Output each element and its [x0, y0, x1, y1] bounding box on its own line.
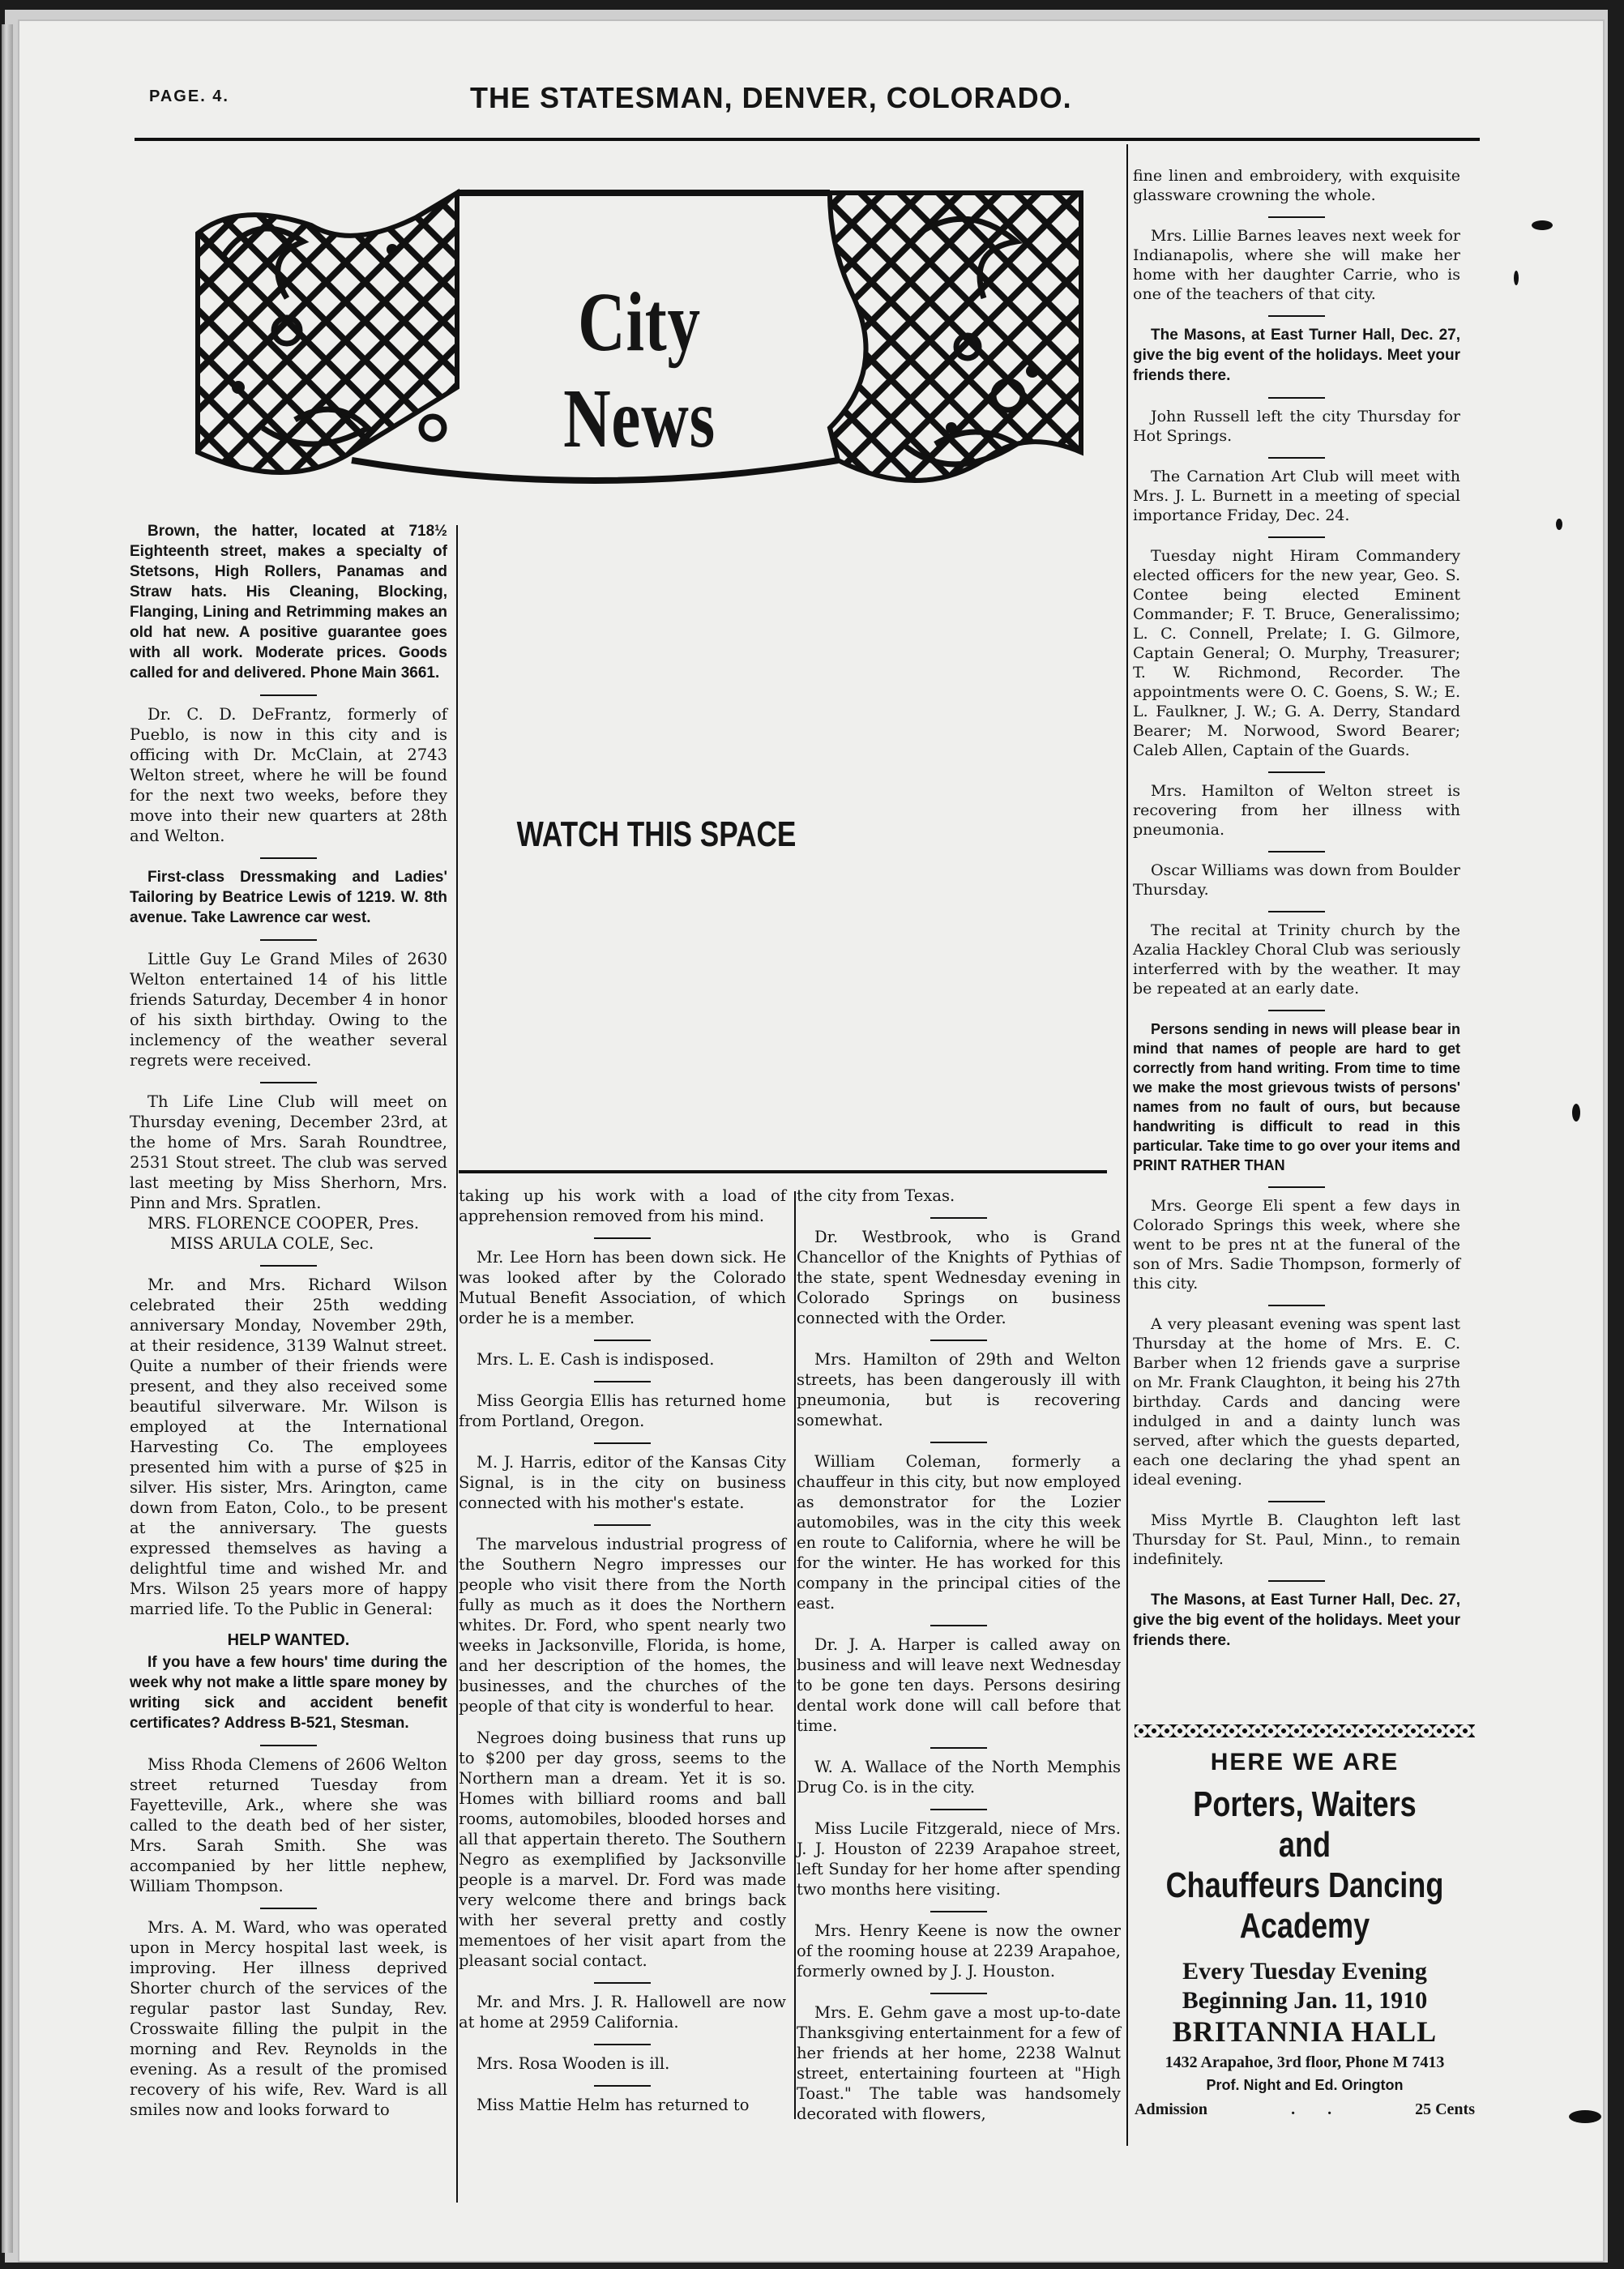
article-continued: fine linen and embroidery, with exquisite glassware crowning the whole. — [1133, 167, 1460, 204]
article: The Carnation Art Club will meet with Mrs. J. L. Burnett in a meeting of special importance Friday, Dec. 24. — [1133, 468, 1460, 524]
article: Th Life Line Club will meet on Thursday evening, December 23rd, at the home of Mrs. Sarah Roundtree, 2531 Stout street. The club was served last meeting by Miss Sherhorn, Mrs. Pinn and Mrs. Spratlen. — [130, 1092, 447, 1212]
article: Miss Mattie Helm has returned to — [477, 2096, 750, 2114]
article: Tuesday night Hiram Commandery elected officers for the new year, Geo. S. Contee being elected Eminent Commander; F. T. Bruce, Generalissimo; L. C. Connell, Prelate; I. G. Gilmore, Captain General; O. Murphy, Treasurer; T. W. Richmond, Recorder. The appointments were O. C. Goens, S. W.; E. L. Faulkner, J. W.; G. A. Derry, Standard Bearer; M. Norwood, Sword Bearer; Caleb Allen, Captain of the Guards. — [1133, 547, 1460, 759]
article: W. A. Wallace of the North Memphis Drug Co. is in the city. — [797, 1758, 1121, 1797]
masthead-title: THE STATESMAN, DENVER, COLORADO. — [470, 81, 1072, 114]
separator — [1268, 315, 1325, 317]
article: Mrs. A. M. Ward, who was operated upon in Mercy hospital last week, is improving. Her illness deprived Shorter church of the services of the regular pastor last Sunday, Rev. Crosswaite filling the pulpit in the morning and Rev. Reynolds in the evening. As a result of the promised recovery of his wife, Rev. Ward is all smiles now and looks forward to — [130, 1918, 447, 2119]
separator — [930, 1993, 987, 1994]
column-3 — [797, 1186, 1121, 2135]
article: Little Guy Le Grand Miles of 2630 Welton entertained 14 of his little friends Saturday, December 4 in honor of his sixth birthday. Owing to the inclemency of the weather several regrets were received. — [130, 950, 447, 1070]
article: Mrs. Henry Keene is now the owner of the rooming house at 2239 Arapahoe, formerly owned by J. J. Houston. — [797, 1921, 1121, 1981]
help-wanted-heading: HELP WANTED. — [227, 1631, 350, 1649]
separator — [594, 2085, 651, 2087]
separator — [1268, 397, 1325, 399]
article: Mrs. George Eli spent a few days in Colorado Springs this week, where she went to be pres nt at the funeral of the son of Mrs. Sadie Thompson, formerly of this city. — [1133, 1197, 1460, 1293]
separator — [594, 1442, 651, 1444]
separator — [1268, 536, 1325, 538]
margin-speck — [1532, 220, 1553, 230]
separator — [1268, 911, 1325, 912]
article: Miss Lucile Fitzgerald, niece of Mrs. J. J. Houston of 2239 Arapahoe street, left Sunday for her home after spending two months here visiting. — [797, 1819, 1121, 1899]
article: John Russell left the city Thursday for Hot Springs. — [1133, 408, 1460, 445]
separator — [260, 1908, 317, 1909]
ad-address: 1432 Arapahoe, 3rd floor, Phone M 7413 — [1165, 2053, 1445, 2071]
article: Miss Rhoda Clemens of 2606 Welton street returned Tuesday from Fayetteville, Ark., where she was called to the death bed of her sister, Mrs. Sarah Smith. She was accompanied by her little nephew, William Thompson. — [130, 1755, 447, 1895]
article: A very pleasant evening was spent last Thursday at the home of Mrs. E. C. Barber when 12 friends gave a surprise on Mr. Frank Claughton, it being his 27th birthday. Cards and dancing were indulged in and a dainty lunch was served, after which the guests departed, each one declaring the yhad spent an ideal evening. — [1133, 1315, 1460, 1489]
ad-title-line: Porters, Waiters and — [1193, 1784, 1417, 1865]
article: Miss Myrtle B. Claughton left last Thursday for St. Paul, Minn., to remain indefinitely. — [1133, 1511, 1460, 1568]
article: Mr. and Mrs. J. R. Hallowell are now at home at 2959 California. — [459, 1993, 786, 2032]
ad-schedule: Every Tuesday Evening — [1182, 1958, 1427, 1985]
column-rule-1 — [456, 525, 458, 2203]
masons-notice: The Masons, at East Turner Hall, Dec. 27, give the big event of the holidays. Meet your friends there. — [1133, 327, 1460, 384]
margin-speck — [1556, 519, 1562, 530]
masons-notice: The Masons, at East Turner Hall, Dec. 27, give the big event of the holidays. Meet your friends there. — [1133, 1592, 1460, 1649]
separator — [260, 939, 317, 941]
help-wanted-ad: If you have a few hours' time during the week why not make a little spare money by writing sick and accident benefit certificates? Address B-521, Stesman. — [130, 1654, 447, 1732]
separator — [1268, 851, 1325, 852]
article: M. J. Harris, editor of the Kansas City Signal, is in the city on business connected with his mother's estate. — [459, 1453, 786, 1512]
margin-speck — [1569, 2110, 1601, 2123]
article-dressmaking-ad: First-class Dressmaking and Ladies' Tailoring by Beatrice Lewis of 1219. W. 8th avenue. Take Lawrence car west. — [130, 869, 447, 926]
article: The recital at Trinity church by the Azalia Hackley Choral Club was seriously interferred with by the weather. It may be repeated at an early date. — [1133, 921, 1460, 998]
article: Mrs. E. Gehm gave a most up-to-date Thanksgiving entertainment for a few of her friends at her home, 2238 Walnut street, entertaining fourteen at "High Toast." The table was handsomely decorated with flowers, — [797, 2003, 1121, 2123]
separator — [1268, 1305, 1325, 1306]
separator — [1268, 1010, 1325, 1011]
watch-this-space: WATCH THIS SPACE — [516, 814, 797, 854]
ornament-border — [1135, 1724, 1475, 1737]
separator — [930, 1217, 987, 1219]
ad-start-date: Beginning Jan. 11, 1910 — [1182, 1987, 1428, 2014]
admission-dots: . . — [1291, 2100, 1332, 2118]
separator — [260, 1265, 317, 1267]
separator — [1268, 457, 1325, 459]
article: Mrs. L. E. Cash is indisposed. — [477, 1350, 715, 1369]
article: Mr. and Mrs. Richard Wilson celebrated their 25th wedding anniversary Monday, November 29th, at their residence, 3139 Walnut street. Quite a number of their friends were present, and they also received some beautiful silverware. Mr. Wilson is employed at the International Harvesting Co. The employees presented him with a purse of $25 in silver. His sister, Mrs. Arington, came down from Eaton, Colo., to be present at the anniversary. The guests expressed themselves as having a delightful time and wished Mr. and Mrs. Wilson 25 years more of happy married life. To the Public in General: — [130, 1276, 447, 1618]
article-continued: the city from Texas. — [797, 1186, 955, 1205]
separator — [594, 1982, 651, 1984]
ad-title-line: Chauffeurs Dancing — [1165, 1865, 1444, 1905]
separator — [930, 1625, 987, 1626]
article: Dr. J. A. Harper is called away on business and will leave next Wednesday to be gone ten days. Persons desiring dental work done will call before that time. — [797, 1635, 1121, 1735]
column-4 — [1133, 166, 1460, 1662]
separator — [594, 1524, 651, 1526]
separator — [930, 1340, 987, 1341]
column-rule-2 — [794, 1191, 796, 2119]
dancing-academy-ad — [1135, 1724, 1475, 2119]
article: Mrs. Rosa Wooden is ill. — [477, 2054, 670, 2073]
article: Mrs. Lillie Barnes leaves next week for Indianapolis, where she will make her home with her daughter Carrie, who is one of the teachers of that city. — [1133, 227, 1460, 303]
editor-notice: Persons sending in news will please bear in mind that names of people are hard to get correctly from hand writing. From time to time we make the most grievous twists of persons' names from no fault of ours, but because handwriting is difficult to read in this particular. Take time to go over your items and PRINT RATHER THAN — [1133, 1021, 1460, 1173]
page-number: PAGE. 4. — [149, 88, 229, 105]
article: Oscar Williams was down from Boulder Thursday. — [1133, 861, 1460, 899]
margin-speck — [1572, 1104, 1580, 1122]
ad-instructors: Prof. Night and Ed. Orington — [1206, 2077, 1404, 2093]
admission-label: Admission — [1135, 2100, 1208, 2118]
separator — [1268, 1580, 1325, 1582]
placeholder-rule — [459, 1170, 1107, 1173]
article: Mrs. Hamilton of Welton street is recovering from her illness with pneumonia. — [1133, 782, 1460, 839]
separator — [1268, 216, 1325, 218]
article: Dr. C. D. DeFrantz, formerly of Pueblo, is now in this city and is officing with Dr. McClain, at 2743 Welton street, where he will be found for the next two weeks, before they move into their new quarters at 28th and Welton. — [130, 705, 447, 845]
separator — [930, 1911, 987, 1912]
banner-title: City News — [563, 276, 716, 465]
ad-admission — [1135, 2100, 1475, 2119]
separator — [594, 1381, 651, 1382]
article: Miss Georgia Ellis has returned home from Portland, Oregon. — [459, 1391, 786, 1430]
separator — [1268, 1501, 1325, 1502]
separator — [594, 1237, 651, 1239]
signature-president: MRS. FLORENCE COOPER, Pres. — [147, 1214, 420, 1233]
separator — [260, 857, 317, 859]
signature-secretary: MISS ARULA COLE, Sec. — [170, 1234, 374, 1253]
separator — [1268, 1186, 1325, 1188]
binding-edge — [2, 24, 13, 2253]
article: Mrs. Hamilton of 29th and Welton streets, has been dangerously ill with pneumonia, but is recovering somewhat. — [797, 1350, 1121, 1429]
article: Negroes doing business that runs up to $200 per day gross, seems to the Northern man a dream. Yet it is so. Homes with billiard rooms and ball rooms, automobiles, blooded horses and all that appertain thereto. The Southern Negro as exemplified by Jacksonville people is a marvel. Dr. Ford was made very welcome there and brings back with her several pretty and costly mementoes of her visit apart from the pleasant social contact. — [459, 1728, 786, 1970]
masthead-rule — [135, 138, 1480, 141]
separator — [260, 1082, 317, 1083]
separator — [930, 1809, 987, 1810]
separator — [260, 694, 317, 696]
separator — [1268, 771, 1325, 773]
column-1 — [130, 521, 447, 2131]
article: William Coleman, formerly a chauffeur in this city, but now employed as demonstrator for the Lozier automobiles, was in the city this week en route to California, where he will be for the winter. He has worked for this company in the principal cities of the east. — [797, 1452, 1121, 1613]
article: Mr. Lee Horn has been down sick. He was looked after by the Colorado Mutual Benefit Association, of which order he is a member. — [459, 1248, 786, 1327]
column-rule-3 — [1126, 144, 1128, 2146]
article-hatter-ad: Brown, the hatter, located at 718½ Eighteenth street, makes a specialty of Stetsons, High Rollers, Panamas and Straw hats. His Cleaning, Blocking, Flanging, Lining and Retrimming makes an old hat new. A positive guarantee goes with all work. Moderate prices. Goods called for and delivered. Phone Main 3661. — [130, 523, 447, 682]
article: Dr. Westbrook, who is Grand Chancellor of the Knights of Pythias of the state, spent Wednesday evening in Colorado Springs on business connected with the Order. — [797, 1228, 1121, 1327]
separator — [594, 1340, 651, 1341]
separator — [930, 1747, 987, 1749]
separator — [594, 2044, 651, 2045]
article: The marvelous industrial progress of the Southern Negro impresses our people who visit there from the North fully as much as it does the Northern whites. Dr. Ford, who spent nearly two weeks in Jacksonville, Florida, is home, and her description of the homes, the businesses, and the churches of the people of that city is wonderful to hear. — [459, 1535, 786, 1716]
city-news-banner — [190, 185, 1089, 509]
ad-heading: HERE WE ARE — [1210, 1749, 1400, 1775]
article-continued: taking up his work with a load of apprehension removed from his mind. — [459, 1186, 786, 1225]
separator — [260, 1745, 317, 1746]
admission-price: 25 Cents — [1415, 2100, 1475, 2118]
ad-venue: BRITANNIA HALL — [1172, 2015, 1438, 2048]
column-2 — [459, 1186, 786, 2126]
margin-speck — [1514, 271, 1519, 285]
separator — [930, 1442, 987, 1443]
ad-title-line: Academy — [1239, 1906, 1370, 1946]
